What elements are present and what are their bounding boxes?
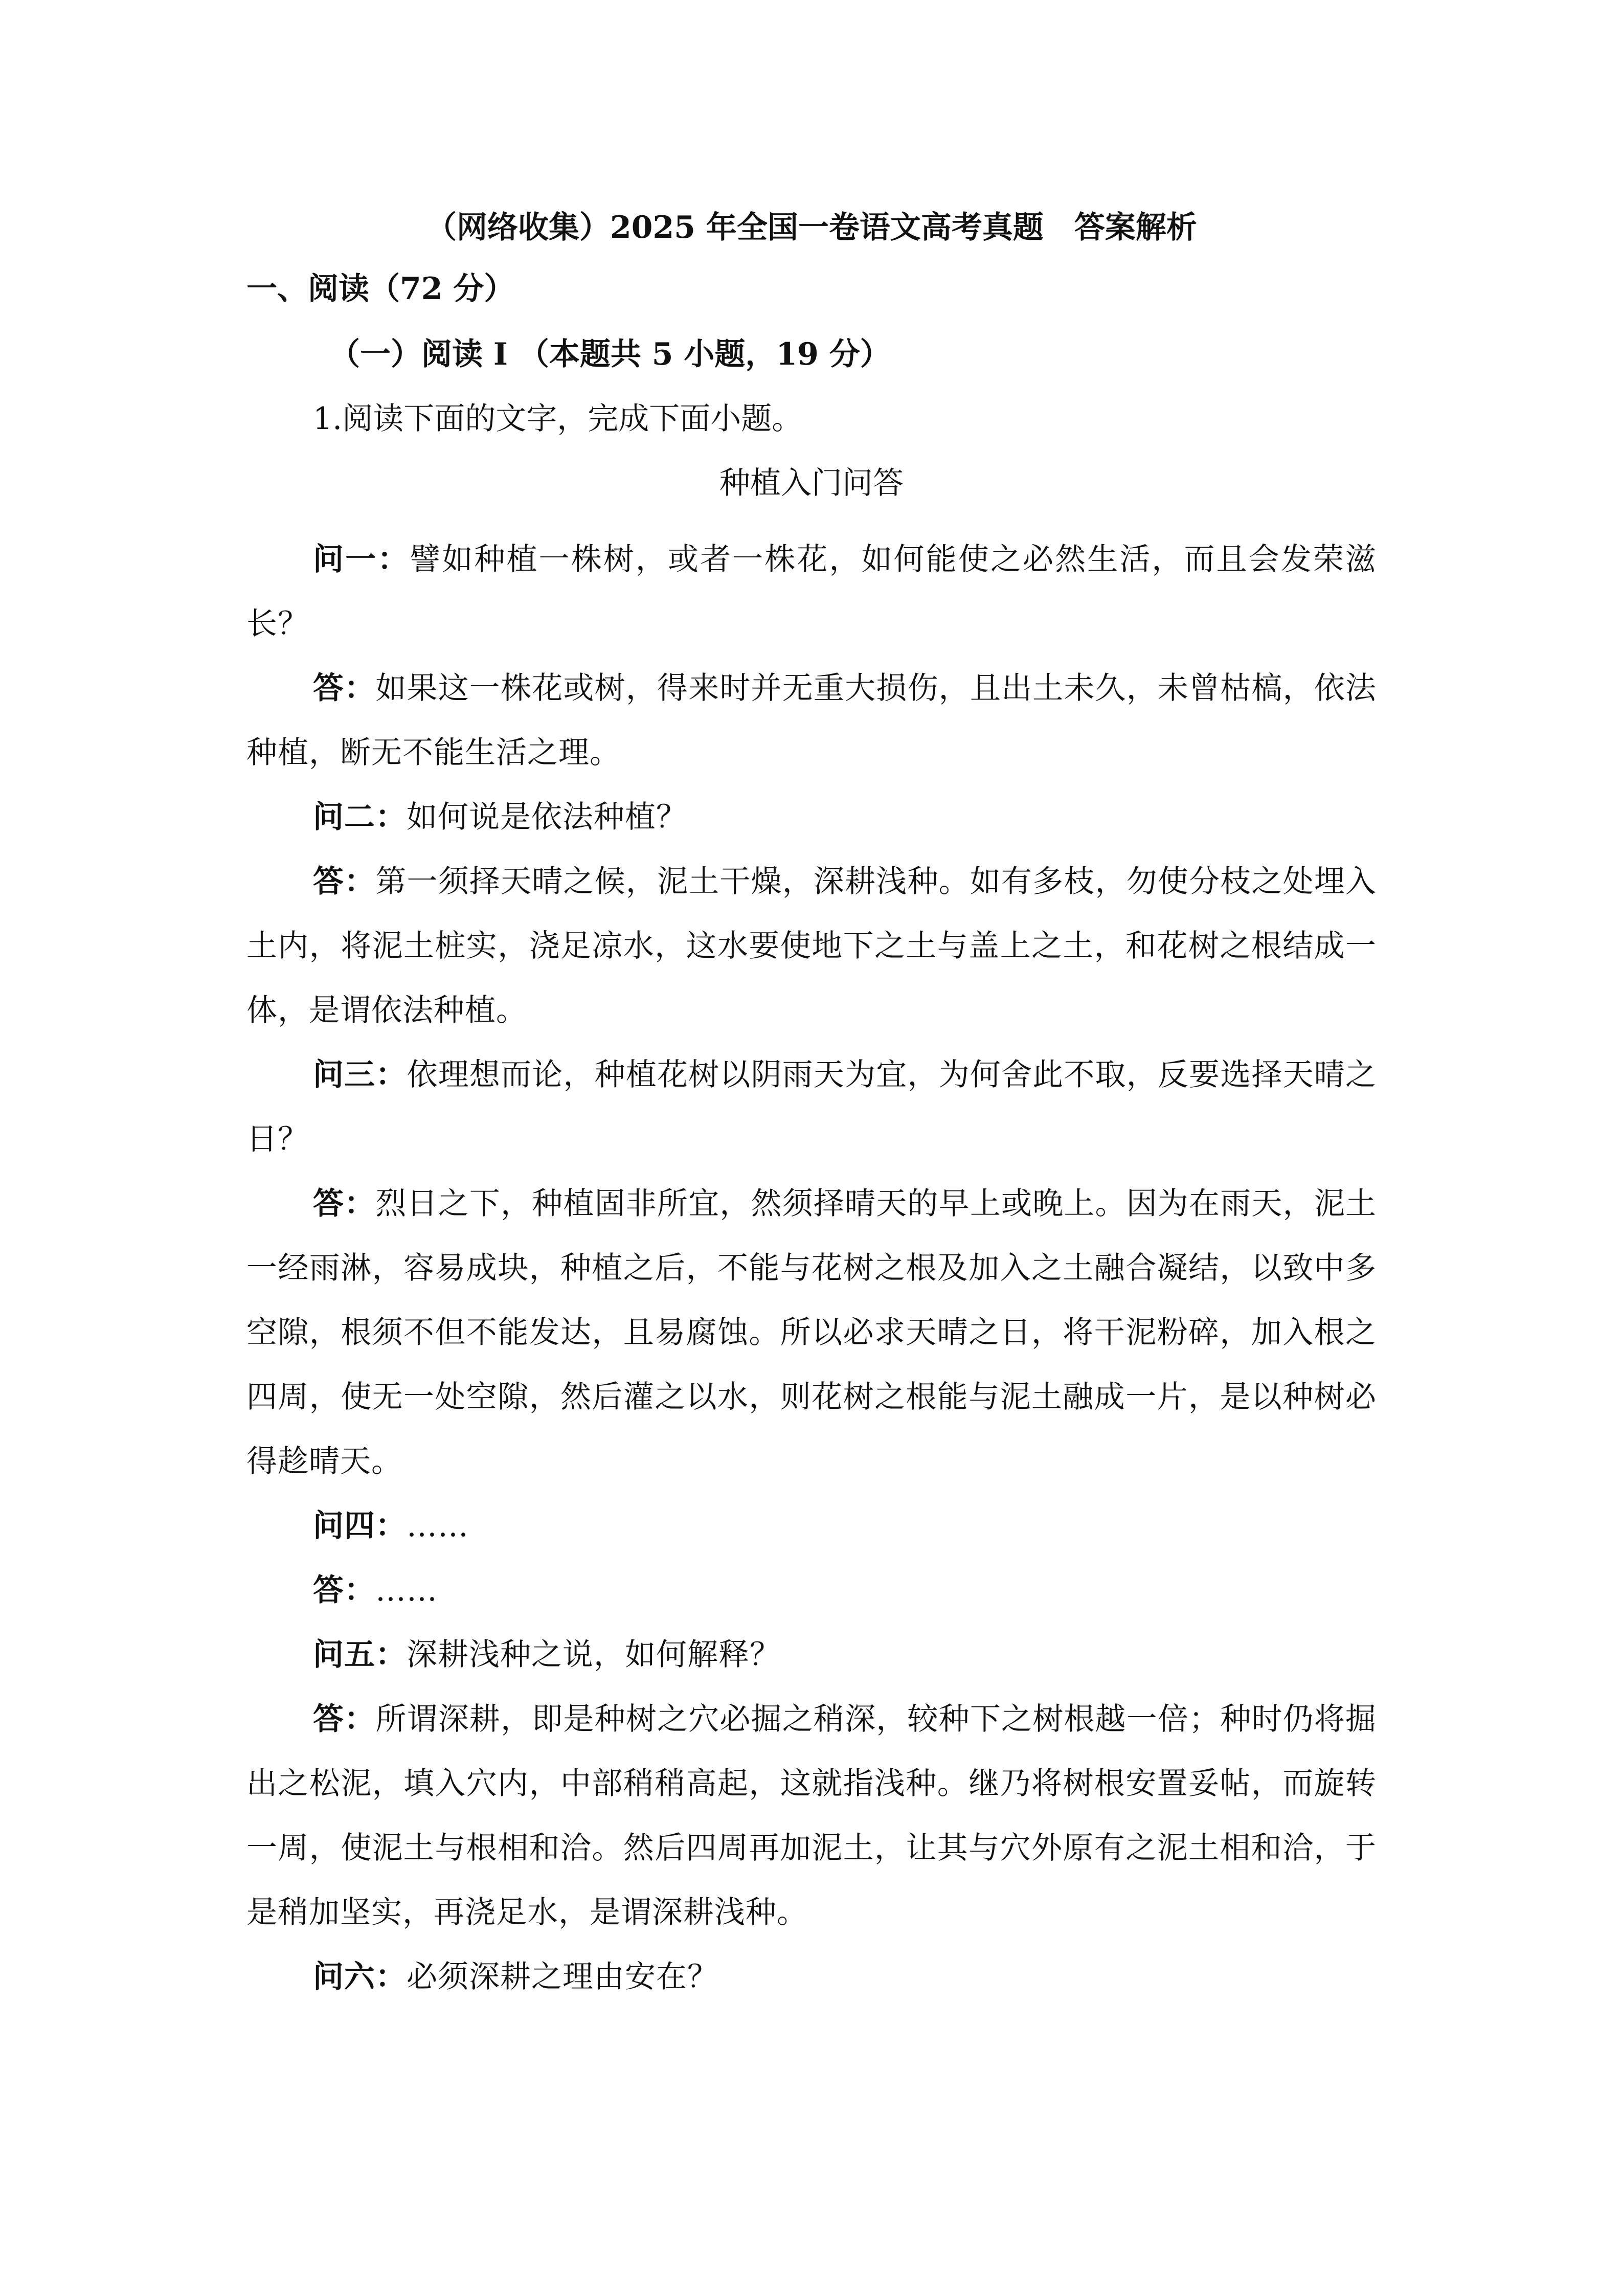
qa-answer-4 <box>246 1558 1377 1623</box>
qa-label: 答： <box>313 1701 376 1737</box>
article-title: 种植入门问答 <box>719 465 904 501</box>
qa-question-2 <box>246 785 1377 849</box>
qa-answer-5 <box>246 1687 1377 1945</box>
qa-text: 深耕浅种之说，如何解释？ <box>407 1637 781 1673</box>
qa-label: 问一： <box>313 542 410 577</box>
qa-text: 譬如种植一株树，或者一株花，如何能使之必然生活，而且会发荣滋长？ <box>246 542 1377 642</box>
subsection-heading: （一）阅读 I （本题共 5 小题，19 分） <box>329 336 891 372</box>
document-body <box>246 207 1377 2009</box>
qa-answer-3 <box>246 1172 1377 1494</box>
qa-label: 问三： <box>313 1057 407 1093</box>
qa-answer-2 <box>246 849 1377 1043</box>
qa-question-3 <box>246 1043 1377 1172</box>
qa-question-4 <box>246 1494 1377 1558</box>
qa-label: 问四： <box>313 1508 407 1544</box>
document-title: （网络收集）2025 年全国一卷语文高考真题 答案解析 <box>426 210 1197 245</box>
qa-text: 所谓深耕，即是种树之穴必掘之稍深，较种下之树根越一倍；种时仍将掘出之松泥，填入穴内，中部稍稍高起，这就指浅种。继乃将树根安置妥帖，而旋转一周，使泥土与根相和洽。然后四周再加泥土，让其与穴外原有之泥土相和洽，于是稍加坚实，再浇足水，是谓深耕浅种。 <box>246 1701 1377 1930</box>
qa-label: 答： <box>313 1572 375 1608</box>
qa-text: 第一须择天晴之候，泥土干燥，深耕浅种。如有多枝，勿使分枝之处埋入土内，将泥土桩实，浇足凉水，这水要使地下之土与盖上之土，和花树之根结成一体，是谓依法种植。 <box>246 864 1377 1028</box>
qa-answer-1 <box>246 656 1377 785</box>
qa-label: 问二： <box>313 799 407 835</box>
qa-text: 烈日之下，种植固非所宜，然须择晴天的早上或晚上。因为在雨天，泥土一经雨淋，容易成块，种植之后，不能与花树之根及加入之土融合凝结，以致中多空隙，根须不但不能发达，且易腐蚀。所以必求天晴之日，将干泥粉碎，加入根之四周，使无一处空隙，然后灌之以水，则花树之根能与泥土融成一片，是以种树必得趁晴天。 <box>246 1186 1377 1479</box>
section-heading: 一、阅读（72 分） <box>246 271 515 307</box>
qa-label: 答： <box>313 1186 376 1222</box>
qa-label: 问五： <box>313 1637 407 1673</box>
qa-label: 问六： <box>313 1959 407 1995</box>
qa-question-6 <box>246 1945 1377 2009</box>
qa-text: 如果这一株花或树，得来时并无重大损伤，且出土未久，未曾枯槁，依法种植，断无不能生活之理。 <box>246 670 1377 771</box>
qa-question-1 <box>246 527 1377 656</box>
qa-text: 依理想而论，种植花树以阴雨天为宜，为何舍此不取，反要选择天晴之日？ <box>246 1057 1377 1157</box>
qa-text: 如何说是依法种植？ <box>407 799 687 835</box>
qa-text: 必须深耕之理由安在？ <box>407 1959 718 1995</box>
qa-text: …… <box>375 1572 438 1608</box>
qa-label: 答： <box>313 864 376 899</box>
qa-label: 答： <box>313 670 376 706</box>
question-instruction: 1.阅读下面的文字，完成下面小题。 <box>313 401 803 437</box>
qa-question-5 <box>246 1623 1377 1687</box>
qa-text: …… <box>407 1508 469 1544</box>
